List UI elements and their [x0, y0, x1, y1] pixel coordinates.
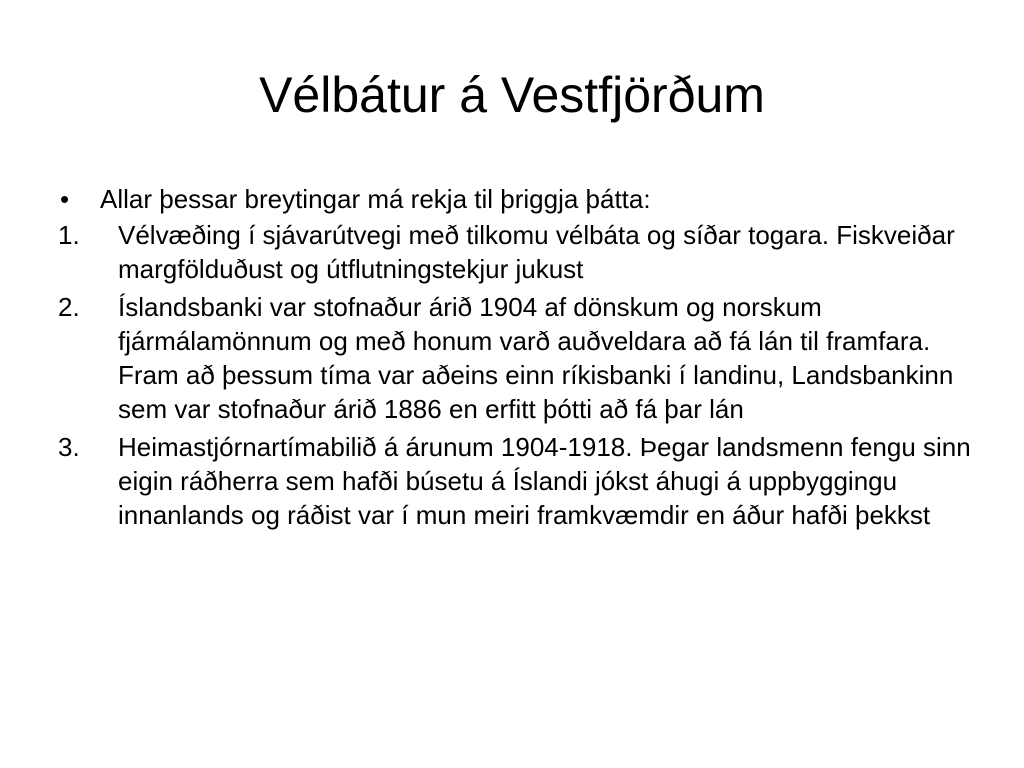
intro-text: Allar þessar breytingar má rekja til þriggja þátta:	[100, 184, 651, 214]
slide-body	[58, 182, 978, 536]
list-item-text: Heimastjórnartímabilið á árunum 1904-1918. Þegar landsmenn fengu sinn eigin ráðherra sem hafði búsetu á Íslandi jókst áhugi á uppbyggingu innanlands og ráðist var í mun meiri framkvæmdir en áður hafði þekkst	[118, 432, 971, 530]
list-item-2	[58, 290, 978, 426]
list-item-text: Íslandsbanki var stofnaður árið 1904 af dönskum og norskum fjármálamönnum og með honum varð auðveldara að fá lán til framfara. Fram að þessum tíma var aðeins einn ríkisbanki í landinu, Landsbankinn sem var stofnaður árið 1886 en erfitt þótti að fá þar lán	[118, 292, 954, 424]
list-item-1	[58, 218, 978, 286]
list-number: 1.	[58, 220, 80, 250]
list-item-3	[58, 430, 978, 532]
intro-bullet	[58, 182, 978, 216]
list-item-text: Vélvæðing í sjávarútvegi með tilkomu vélbáta og síðar togara. Fiskveiðar margfölduðust og útflutningstekjur jukust	[118, 220, 955, 284]
bullet-marker: •	[60, 184, 70, 214]
slide-title: Vélbátur á Vestfjörðum	[259, 67, 765, 123]
list-number: 3.	[58, 432, 80, 462]
list-number: 2.	[58, 292, 80, 322]
